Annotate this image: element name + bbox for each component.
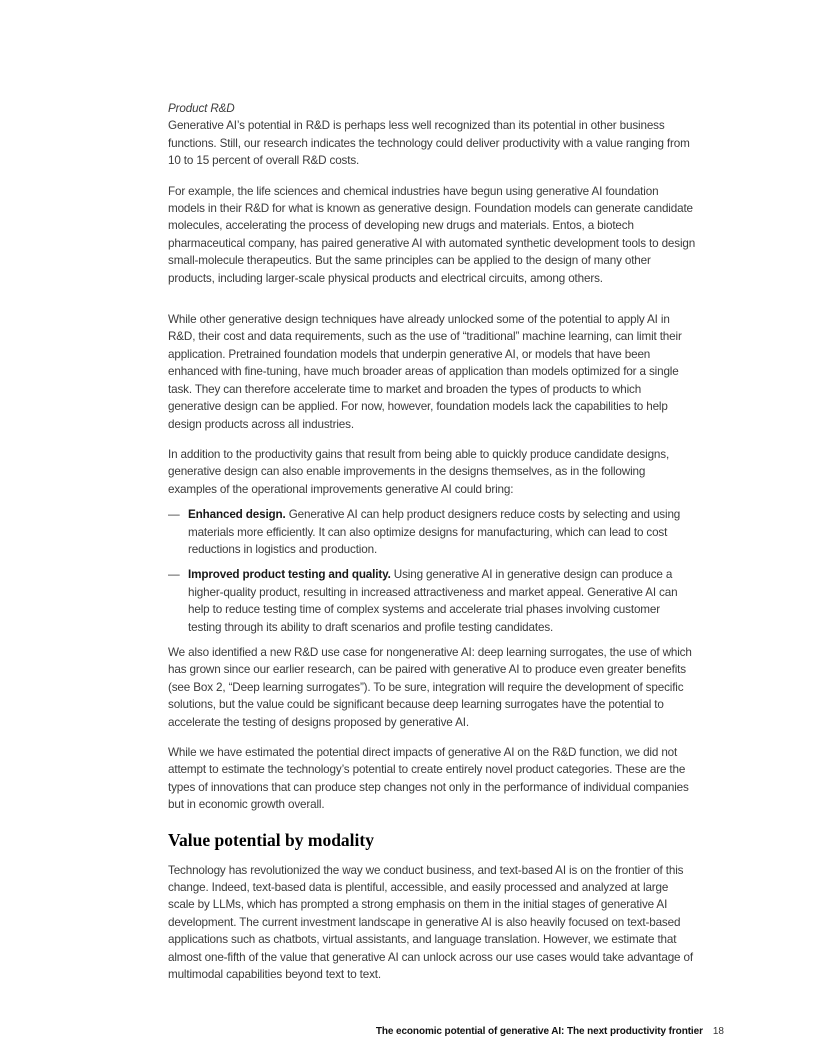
paragraph-novel-products: While we have estimated the potential direct impacts of generative AI on the R&D function, we did not attempt to estimate the technology’s potential to create entirely novel product categories. These are the types of innovations that can produce step changes not only in the performance of individual companies but in economic growth overall. <box>168 746 689 812</box>
page-footer <box>0 1026 724 1037</box>
bullet-dash: — <box>168 508 180 522</box>
list-item <box>168 566 696 636</box>
bullet-text <box>188 506 696 558</box>
paragraph-generative-design: For example, the life sciences and chemical industries have begun using generative AI foundation models in their R&D for what is known as generative design. Foundation models can generate candidate molecules, accelerating the process of developing new drugs and materials. Entos, a biotech pharmaceutical company, has paired generative AI with automated synthetic development tools to design small-molecule therapeutics. But the same principles can be applied to the design of many other products, including larger-scale physical products and electrical circuits, among others. <box>168 184 696 285</box>
paragraph-bullet-intro: In addition to the productivity gains that result from being able to quickly produce candidate designs, generative design can also enable improvements in the designs themselves, as in the following examples of the operational improvements generative AI could bring: <box>168 447 670 496</box>
list-item <box>168 506 696 558</box>
bullet-detail: Generative AI can help product designers reduce costs by selecting and using materials more efficiently. It can also optimize designs for manufacturing, which can lead to cost reductions in logistics and production. <box>188 508 681 556</box>
subsection-kicker: Product R&D <box>168 102 235 115</box>
paragraph-deep-learning-surrogates: We also identified a new R&D use case for nongenerative AI: deep learning surrogates, the use of which has grown since our earlier research, can be paired with generative AI to produce even greater benefits (see Box 2, “Deep learning surrogates”). To be sure, integration will require the development of specific solutions, but the value could be significant because deep learning surrogates have the potential to accelerate the testing of designs proposed by generative AI. <box>168 645 692 729</box>
bullet-detail: Using generative AI in generative design can produce a higher-quality product, resulting in increased attractiveness and market appeal. Generative AI can help to reduce testing time of complex systems and accelerate trial phases involving customer testing through its ability to draft scenarios and profile testing candidates. <box>188 568 678 634</box>
page-content <box>168 100 696 996</box>
paragraph-rd-intro: Generative AI’s potential in R&D is perhaps less well recognized than its potential in other business functions. Still, our research indicates the technology could deliver productivity with a value ranging from 10 to 15 percent of overall R&D costs. <box>168 119 690 168</box>
bullet-dash: — <box>168 568 180 582</box>
bullet-text <box>188 566 696 636</box>
footer-report-title: The economic potential of generative AI: The next productivity frontier <box>375 1026 703 1037</box>
paragraph-modality: Technology has revolutionized the way we conduct business, and text-based AI is on the frontier of this change. Indeed, text-based data is plentiful, accessible, and easily processed and analyzed at large scale by LLMs, which has prompted a strong emphasis on them in the initial stages of generative AI development. The current investment landscape in generative AI is also heavily focused on text-based applications such as chatbots, virtual assistants, and language translation. However, we estimate that almost one-fifth of the value that generative AI can unlock across our use cases would take advantage of multimodal capabilities beyond text to text. <box>168 863 693 982</box>
section-heading: Value potential by modality <box>168 829 374 850</box>
bullet-lead: Enhanced design. <box>188 508 286 522</box>
bullet-list <box>168 506 696 636</box>
footer-page-number: 18 <box>712 1026 724 1037</box>
bullet-lead: Improved product testing and quality. <box>188 568 391 582</box>
paragraph-foundation-models: While other generative design techniques have already unlocked some of the potential to apply AI in R&D, their cost and data requirements, such as the use of “traditional” machine learning, can limit their application. Pretrained foundation models that underpin generative AI, or models that have been enhanced with fine-tuning, have much broader areas of application than models optimized for a single task. They can therefore accelerate time to market and broaden the types of products to which generative design can be applied. For now, however, foundation models lack the capabilities to help design products across all industries. <box>168 313 682 431</box>
